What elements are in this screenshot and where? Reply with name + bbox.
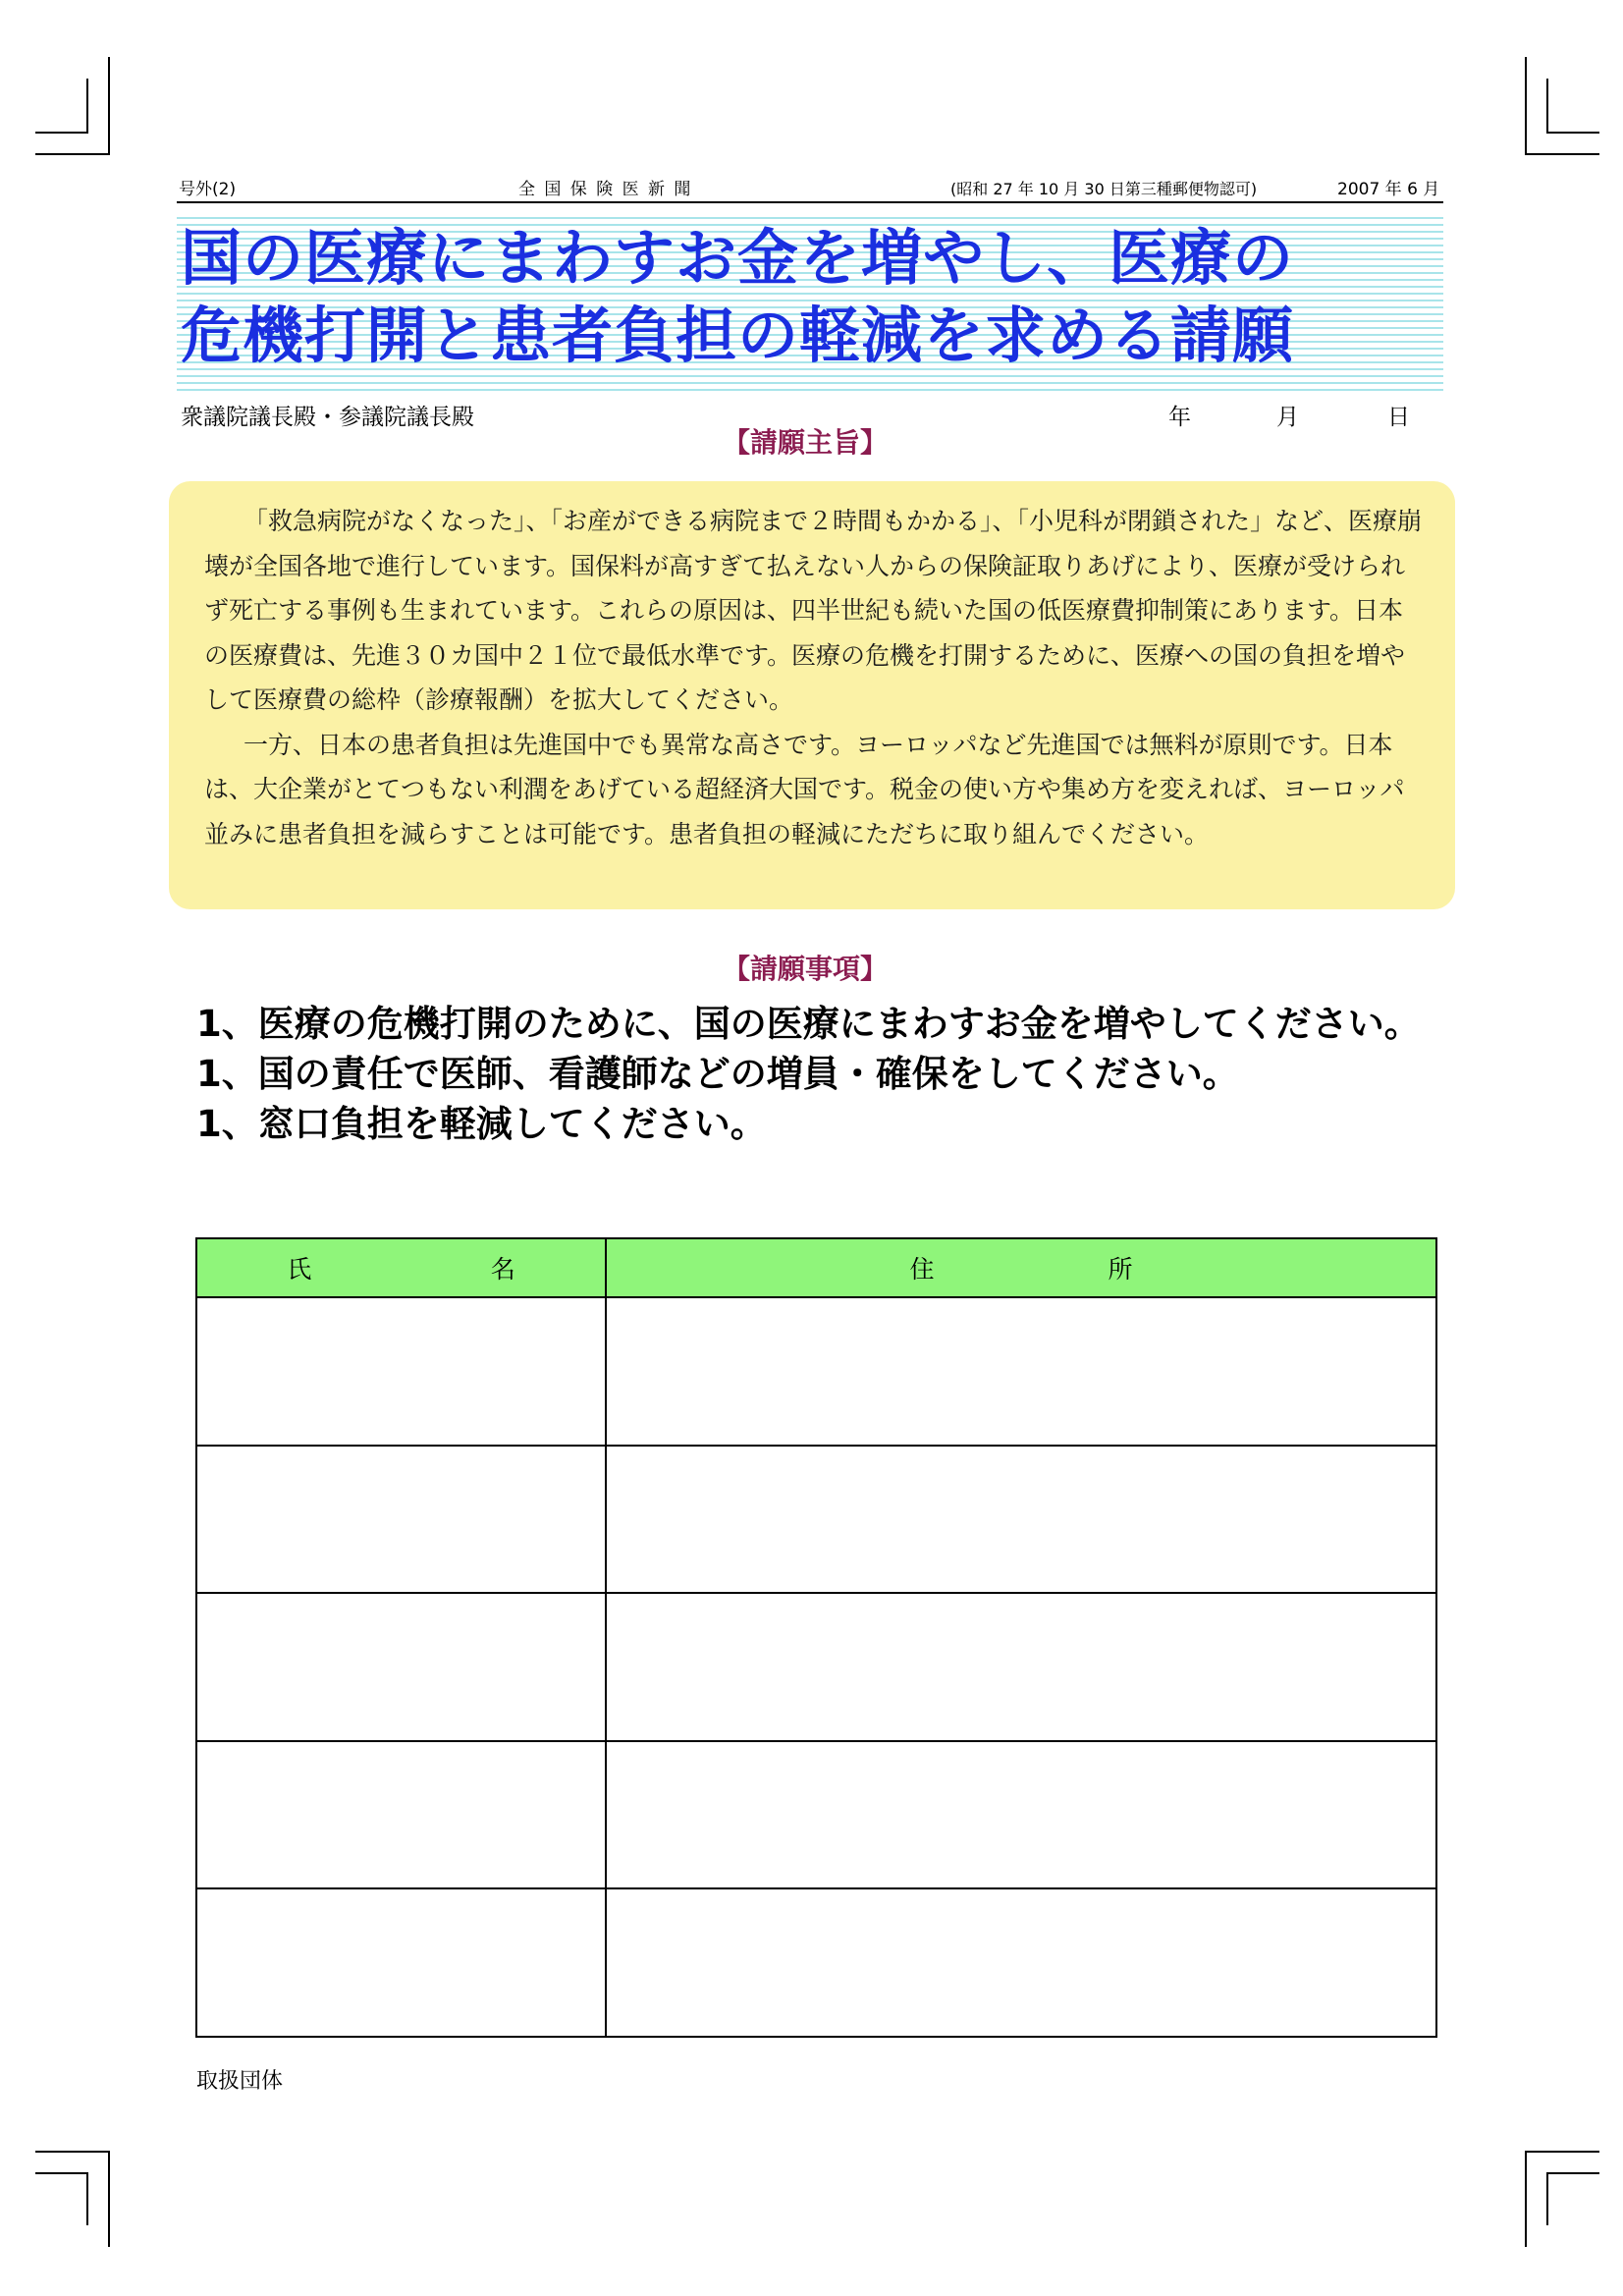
petition-item-1: 1、医療の危機打開のために、国の医療にまわすお金を増やしてください。 bbox=[196, 1003, 1421, 1045]
title-line-2: 危機打開と患者負担の軽減を求める請願 bbox=[181, 300, 1295, 371]
issue-date: 2007 年 6 月 bbox=[1337, 180, 1440, 199]
name-header-label bbox=[197, 1250, 605, 1285]
name-cell[interactable] bbox=[196, 1741, 606, 1889]
items-heading: 【請願事項】 bbox=[723, 953, 889, 985]
name-cell[interactable] bbox=[196, 1446, 606, 1594]
date-day-field: 日 bbox=[1387, 405, 1410, 430]
date-month-field: 月 bbox=[1276, 405, 1299, 430]
crop-mark-bl-h2 bbox=[35, 2172, 88, 2174]
title-line-1: 国の医療にまわすお金を増やし、医療の bbox=[181, 222, 1295, 294]
table-row bbox=[196, 1593, 1436, 1741]
header-rule bbox=[177, 201, 1443, 203]
table-header-row bbox=[196, 1238, 1436, 1297]
crop-mark-tl-v2 bbox=[86, 79, 88, 132]
crop-mark-br-v bbox=[1525, 2151, 1527, 2247]
crop-mark-tl-h2 bbox=[35, 132, 88, 134]
crop-mark-tr-v bbox=[1525, 57, 1527, 153]
crop-mark-br-v2 bbox=[1546, 2172, 1548, 2225]
petition-item-2: 1、国の責任で医師、看護師などの増員・確保をしてください。 bbox=[196, 1053, 1239, 1095]
crop-mark-bl-v bbox=[108, 2151, 110, 2247]
name-cell[interactable] bbox=[196, 1888, 606, 2037]
postal-notice: (昭和 27 年 10 月 30 日第三種郵便物認可) bbox=[950, 180, 1258, 198]
address-cell[interactable] bbox=[606, 1593, 1436, 1741]
issue-number: 号外(2) bbox=[179, 180, 237, 199]
crop-mark-bl-v2 bbox=[86, 2172, 88, 2225]
address-column-header bbox=[606, 1238, 1436, 1297]
name-column-header bbox=[196, 1238, 606, 1297]
purpose-heading: 【請願主旨】 bbox=[723, 426, 889, 459]
crop-mark-bl-h bbox=[35, 2151, 110, 2153]
handling-organization-label: 取扱団体 bbox=[196, 2069, 284, 2094]
purpose-paragraph-1: 「救急病院がなくなった」、「お産ができる病院まで２時間もかかる」、「小児科が閉鎖された」など、医療崩壊が全国各地で進行しています。国保料が高すぎて払えない人からの保険証取りあげにより、医療が受けられず死亡する事例も生まれています。これらの原因は、四半世紀も続いた国の低医療費抑制策にあります。日本の医療費は、先進３０カ国中２１位で最低水準です。医療の危機を打開するために、医療への国の負担を増やして医療費の総枠（診療報酬）を拡大してください。 bbox=[204, 507, 1423, 714]
crop-mark-tr-h2 bbox=[1546, 132, 1599, 134]
signature-table bbox=[195, 1237, 1437, 2038]
date-year-field: 年 bbox=[1168, 405, 1191, 430]
address-cell[interactable] bbox=[606, 1741, 1436, 1889]
address-header-label bbox=[607, 1250, 1435, 1285]
name-cell[interactable] bbox=[196, 1593, 606, 1741]
address-cell[interactable] bbox=[606, 1297, 1436, 1446]
name-header-char-2: 名 bbox=[490, 1255, 515, 1284]
table-row bbox=[196, 1297, 1436, 1446]
crop-mark-tr-h bbox=[1525, 153, 1599, 155]
crop-mark-tl-v bbox=[108, 57, 110, 153]
table-row bbox=[196, 1446, 1436, 1594]
crop-mark-br-h2 bbox=[1546, 2172, 1599, 2174]
crop-mark-tl-h bbox=[35, 153, 110, 155]
table-row bbox=[196, 1741, 1436, 1889]
crop-mark-tr-v2 bbox=[1546, 79, 1548, 132]
paper-name: 全 国 保 険 医 新 聞 bbox=[518, 180, 693, 199]
addressee: 衆議院議長殿・参議院議長殿 bbox=[181, 405, 474, 430]
name-header-char-1: 氏 bbox=[287, 1255, 312, 1284]
purpose-paragraph-2: 一方、日本の患者負担は先進国中でも異常な高さです。ヨーロッパなど先進国では無料が原則です。日本は、大企業がとてつもない利潤をあげている超経済大国です。税金の使い方や集め方を変えれば、ヨーロッパ並みに患者負担を減らすことは可能です。患者負担の軽減にただちに取り組んでください。 bbox=[204, 730, 1405, 848]
petition-item-3: 1、窓口負担を軽減してください。 bbox=[196, 1103, 767, 1145]
address-cell[interactable] bbox=[606, 1888, 1436, 2037]
crop-mark-br-h bbox=[1525, 2151, 1599, 2153]
address-header-char-2: 所 bbox=[1108, 1255, 1133, 1284]
table-row bbox=[196, 1888, 1436, 2037]
purpose-text bbox=[204, 499, 1427, 856]
name-cell[interactable] bbox=[196, 1297, 606, 1446]
address-cell[interactable] bbox=[606, 1446, 1436, 1594]
address-header-char-1: 住 bbox=[909, 1255, 935, 1284]
